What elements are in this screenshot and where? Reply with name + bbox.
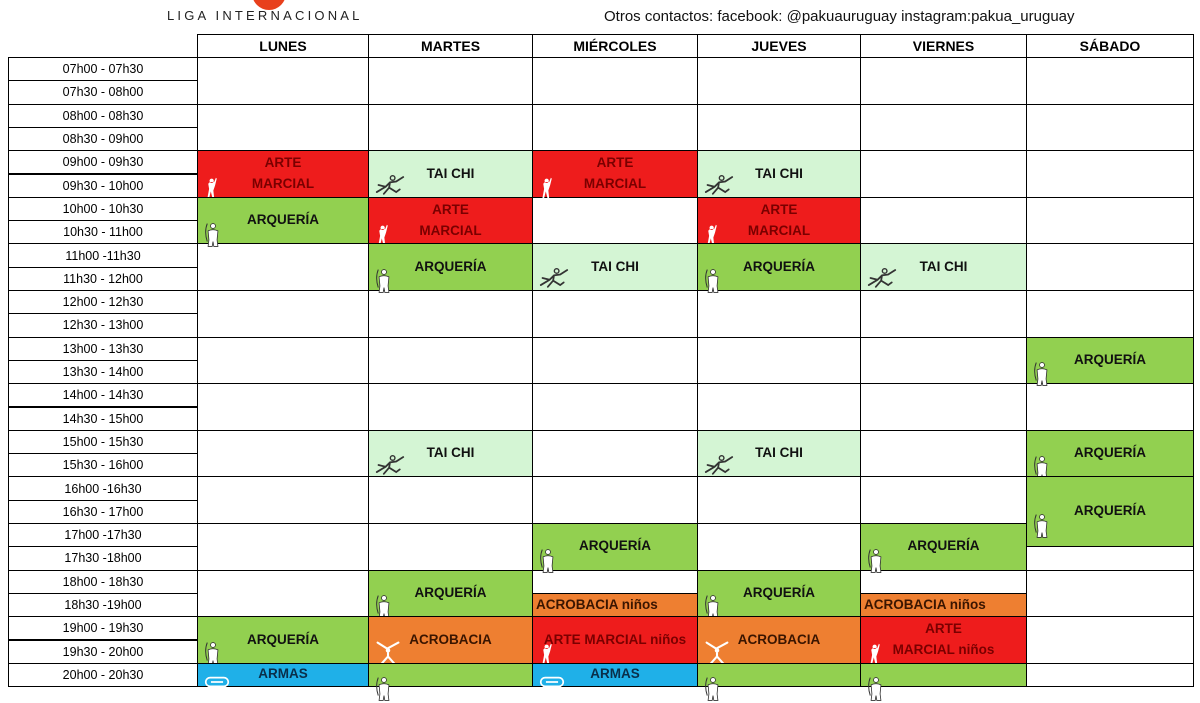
activity-tai-chi bbox=[697, 430, 861, 478]
activity-arqueria bbox=[368, 570, 533, 618]
day-header: JUEVES bbox=[697, 34, 861, 58]
empty-slot bbox=[1026, 570, 1194, 618]
empty-slot bbox=[532, 290, 698, 338]
activity-label: TAI CHI bbox=[755, 445, 803, 461]
day-header: SÁBADO bbox=[1026, 34, 1194, 58]
empty-slot bbox=[197, 337, 369, 385]
activity-tai-chi bbox=[860, 243, 1027, 291]
empty-slot bbox=[860, 104, 1027, 152]
activity-label: ACROBACIA niños bbox=[864, 596, 986, 612]
day-header: MARTES bbox=[368, 34, 533, 58]
activity-acrobacia bbox=[860, 593, 1027, 617]
empty-slot bbox=[532, 104, 698, 152]
time-slot: 16h30 - 17h00 bbox=[8, 500, 198, 524]
activity-label: TAI CHI bbox=[919, 258, 968, 274]
time-slot: 07h00 - 07h30 bbox=[8, 57, 198, 81]
activity-arqueria bbox=[1026, 430, 1194, 478]
contacts-info: Otros contactos: facebook: @pakuauruguay instagram:pakua_uruguay bbox=[604, 8, 1075, 25]
activity-arqueria bbox=[197, 616, 369, 664]
time-slot: 10h00 - 10h30 bbox=[8, 197, 198, 221]
time-slot: 16h00 -16h30 bbox=[8, 476, 198, 500]
empty-slot bbox=[697, 476, 861, 524]
empty-slot bbox=[697, 523, 861, 571]
empty-slot bbox=[1026, 290, 1194, 338]
activity-label: ACROBACIA bbox=[737, 631, 821, 647]
time-slot: 18h30 -19h00 bbox=[8, 593, 198, 617]
activity-arqueria bbox=[197, 197, 369, 245]
time-slot: 11h00 -11h30 bbox=[8, 243, 198, 267]
activity-label: ARQUERÍA bbox=[414, 258, 487, 274]
time-slot: 17h30 -18h00 bbox=[8, 546, 198, 570]
time-slot: 09h00 - 09h30 bbox=[8, 150, 198, 174]
time-slot: 11h30 - 12h00 bbox=[8, 267, 198, 291]
empty-slot bbox=[197, 104, 369, 152]
activity-tai-chi bbox=[697, 150, 861, 198]
empty-slot bbox=[860, 337, 1027, 385]
empty-slot bbox=[532, 383, 698, 431]
activity-label: ARTE MARCIAL bbox=[419, 201, 482, 238]
activity-acrobacia bbox=[368, 616, 533, 664]
empty-slot bbox=[368, 383, 533, 431]
activity-arqueria bbox=[368, 243, 533, 291]
empty-slot bbox=[1026, 150, 1194, 198]
time-slot: 17h00 -17h30 bbox=[8, 523, 198, 547]
activity-label: ARMAS bbox=[258, 666, 308, 682]
activity-arqueria bbox=[697, 243, 861, 291]
empty-slot bbox=[1026, 383, 1194, 431]
time-slot: 12h30 - 13h00 bbox=[8, 313, 198, 337]
activity-tai-chi bbox=[532, 243, 698, 291]
time-slot: 19h00 - 19h30 bbox=[8, 616, 198, 640]
activity-label: ARQUERÍA bbox=[1073, 503, 1146, 519]
activity-arte-marcial bbox=[532, 616, 698, 664]
time-slot: 15h30 - 16h00 bbox=[8, 453, 198, 477]
empty-slot bbox=[860, 290, 1027, 338]
activity-arqueria bbox=[860, 523, 1027, 571]
empty-slot bbox=[368, 290, 533, 338]
empty-slot bbox=[368, 57, 533, 105]
activity-tai-chi bbox=[368, 150, 533, 198]
empty-slot bbox=[197, 476, 369, 524]
empty-slot bbox=[860, 476, 1027, 524]
day-header: MIÉRCOLES bbox=[532, 34, 698, 58]
activity-label: ACROBACIA bbox=[409, 631, 492, 647]
activity-label: ARQUERÍA bbox=[1073, 351, 1146, 367]
activity-arqueria bbox=[1026, 476, 1194, 547]
empty-slot bbox=[1026, 243, 1194, 291]
empty-slot bbox=[532, 476, 698, 524]
activity-arqueria bbox=[532, 523, 698, 571]
empty-slot bbox=[697, 337, 861, 385]
empty-slot bbox=[860, 570, 1027, 594]
empty-slot bbox=[368, 337, 533, 385]
activity-label: ARQUERÍA bbox=[742, 584, 815, 600]
time-slot: 19h30 - 20h00 bbox=[8, 640, 198, 664]
empty-slot bbox=[197, 290, 369, 338]
empty-slot bbox=[1026, 546, 1194, 570]
activity-label: TAI CHI bbox=[591, 258, 639, 274]
activity-label: ARQUERÍA bbox=[578, 538, 651, 554]
activity-label: ARTE MARCIAL bbox=[251, 155, 315, 191]
time-slot: 09h30 - 10h00 bbox=[8, 174, 198, 198]
activity-label: ARQUERÍA bbox=[1073, 445, 1146, 461]
activity-arte-marcial bbox=[860, 616, 1027, 664]
time-slot: 07h30 - 08h00 bbox=[8, 80, 198, 104]
activity-label: ARQUERÍA bbox=[246, 631, 319, 647]
activity-arte-marcial bbox=[368, 197, 533, 245]
time-slot: 08h00 - 08h30 bbox=[8, 104, 198, 128]
time-slot: 08h30 - 09h00 bbox=[8, 127, 198, 151]
empty-slot bbox=[197, 57, 369, 105]
activity-label: TAI CHI bbox=[426, 165, 475, 181]
empty-slot bbox=[532, 57, 698, 105]
empty-slot bbox=[197, 570, 369, 618]
activity-label: TAI CHI bbox=[755, 165, 803, 181]
time-slot: 13h30 - 14h00 bbox=[8, 360, 198, 384]
activity-label: ARTE MARCIAL niños bbox=[892, 621, 995, 657]
activity-arqueria bbox=[1026, 337, 1194, 385]
empty-slot bbox=[860, 57, 1027, 105]
empty-slot bbox=[1026, 616, 1194, 664]
activity-label: ARTE MARCIAL niños bbox=[543, 631, 687, 647]
activity-acrobacia bbox=[532, 593, 698, 617]
activity-label: ARQUERÍA bbox=[246, 212, 319, 228]
empty-slot bbox=[697, 290, 861, 338]
activity-label: ARMAS bbox=[590, 666, 640, 682]
time-slot: 14h30 - 15h00 bbox=[8, 407, 198, 431]
empty-slot bbox=[368, 476, 533, 524]
time-slot: 12h00 - 12h30 bbox=[8, 290, 198, 314]
activity-arte-marcial bbox=[197, 150, 369, 198]
empty-slot bbox=[860, 150, 1027, 198]
empty-slot bbox=[532, 197, 698, 245]
time-slot: 10h30 - 11h00 bbox=[8, 220, 198, 244]
activity-arte-marcial bbox=[697, 197, 861, 245]
empty-slot bbox=[368, 523, 533, 571]
time-slot: 20h00 - 20h30 bbox=[8, 663, 198, 687]
activity-label: ARQUERÍA bbox=[907, 538, 980, 554]
activity-label: ARQUERÍA bbox=[742, 258, 815, 274]
activity-label: ACROBACIA niños bbox=[536, 596, 658, 612]
empty-slot bbox=[197, 523, 369, 571]
empty-slot bbox=[197, 243, 369, 291]
empty-slot bbox=[1026, 104, 1194, 152]
org-name: LIGA INTERNACIONAL bbox=[167, 8, 363, 23]
empty-slot bbox=[697, 57, 861, 105]
time-slot: 14h00 - 14h30 bbox=[8, 383, 198, 407]
empty-slot bbox=[860, 383, 1027, 431]
time-slot: 13h00 - 13h30 bbox=[8, 337, 198, 361]
activity-arqueria bbox=[697, 570, 861, 618]
empty-slot bbox=[197, 383, 369, 431]
empty-slot bbox=[697, 383, 861, 431]
activity-arte-marcial bbox=[532, 150, 698, 198]
activity-acrobacia bbox=[697, 616, 861, 664]
activity-label: ARTE MARCIAL bbox=[747, 201, 811, 238]
activity-label: ARQUERÍA bbox=[414, 584, 487, 600]
time-slot: 15h00 - 15h30 bbox=[8, 430, 198, 454]
empty-slot bbox=[1026, 197, 1194, 245]
empty-slot bbox=[368, 104, 533, 152]
activity-label: TAI CHI bbox=[426, 445, 475, 461]
empty-slot bbox=[532, 430, 698, 478]
empty-slot bbox=[697, 104, 861, 152]
empty-slot bbox=[860, 197, 1027, 245]
empty-slot bbox=[197, 430, 369, 478]
day-header: LUNES bbox=[197, 34, 369, 58]
empty-slot bbox=[1026, 57, 1194, 105]
empty-slot bbox=[860, 430, 1027, 478]
day-header: VIERNES bbox=[860, 34, 1027, 58]
empty-slot bbox=[532, 337, 698, 385]
activity-label: ARTE MARCIAL bbox=[583, 155, 647, 191]
activity-tai-chi bbox=[368, 430, 533, 478]
time-slot: 18h00 - 18h30 bbox=[8, 570, 198, 594]
